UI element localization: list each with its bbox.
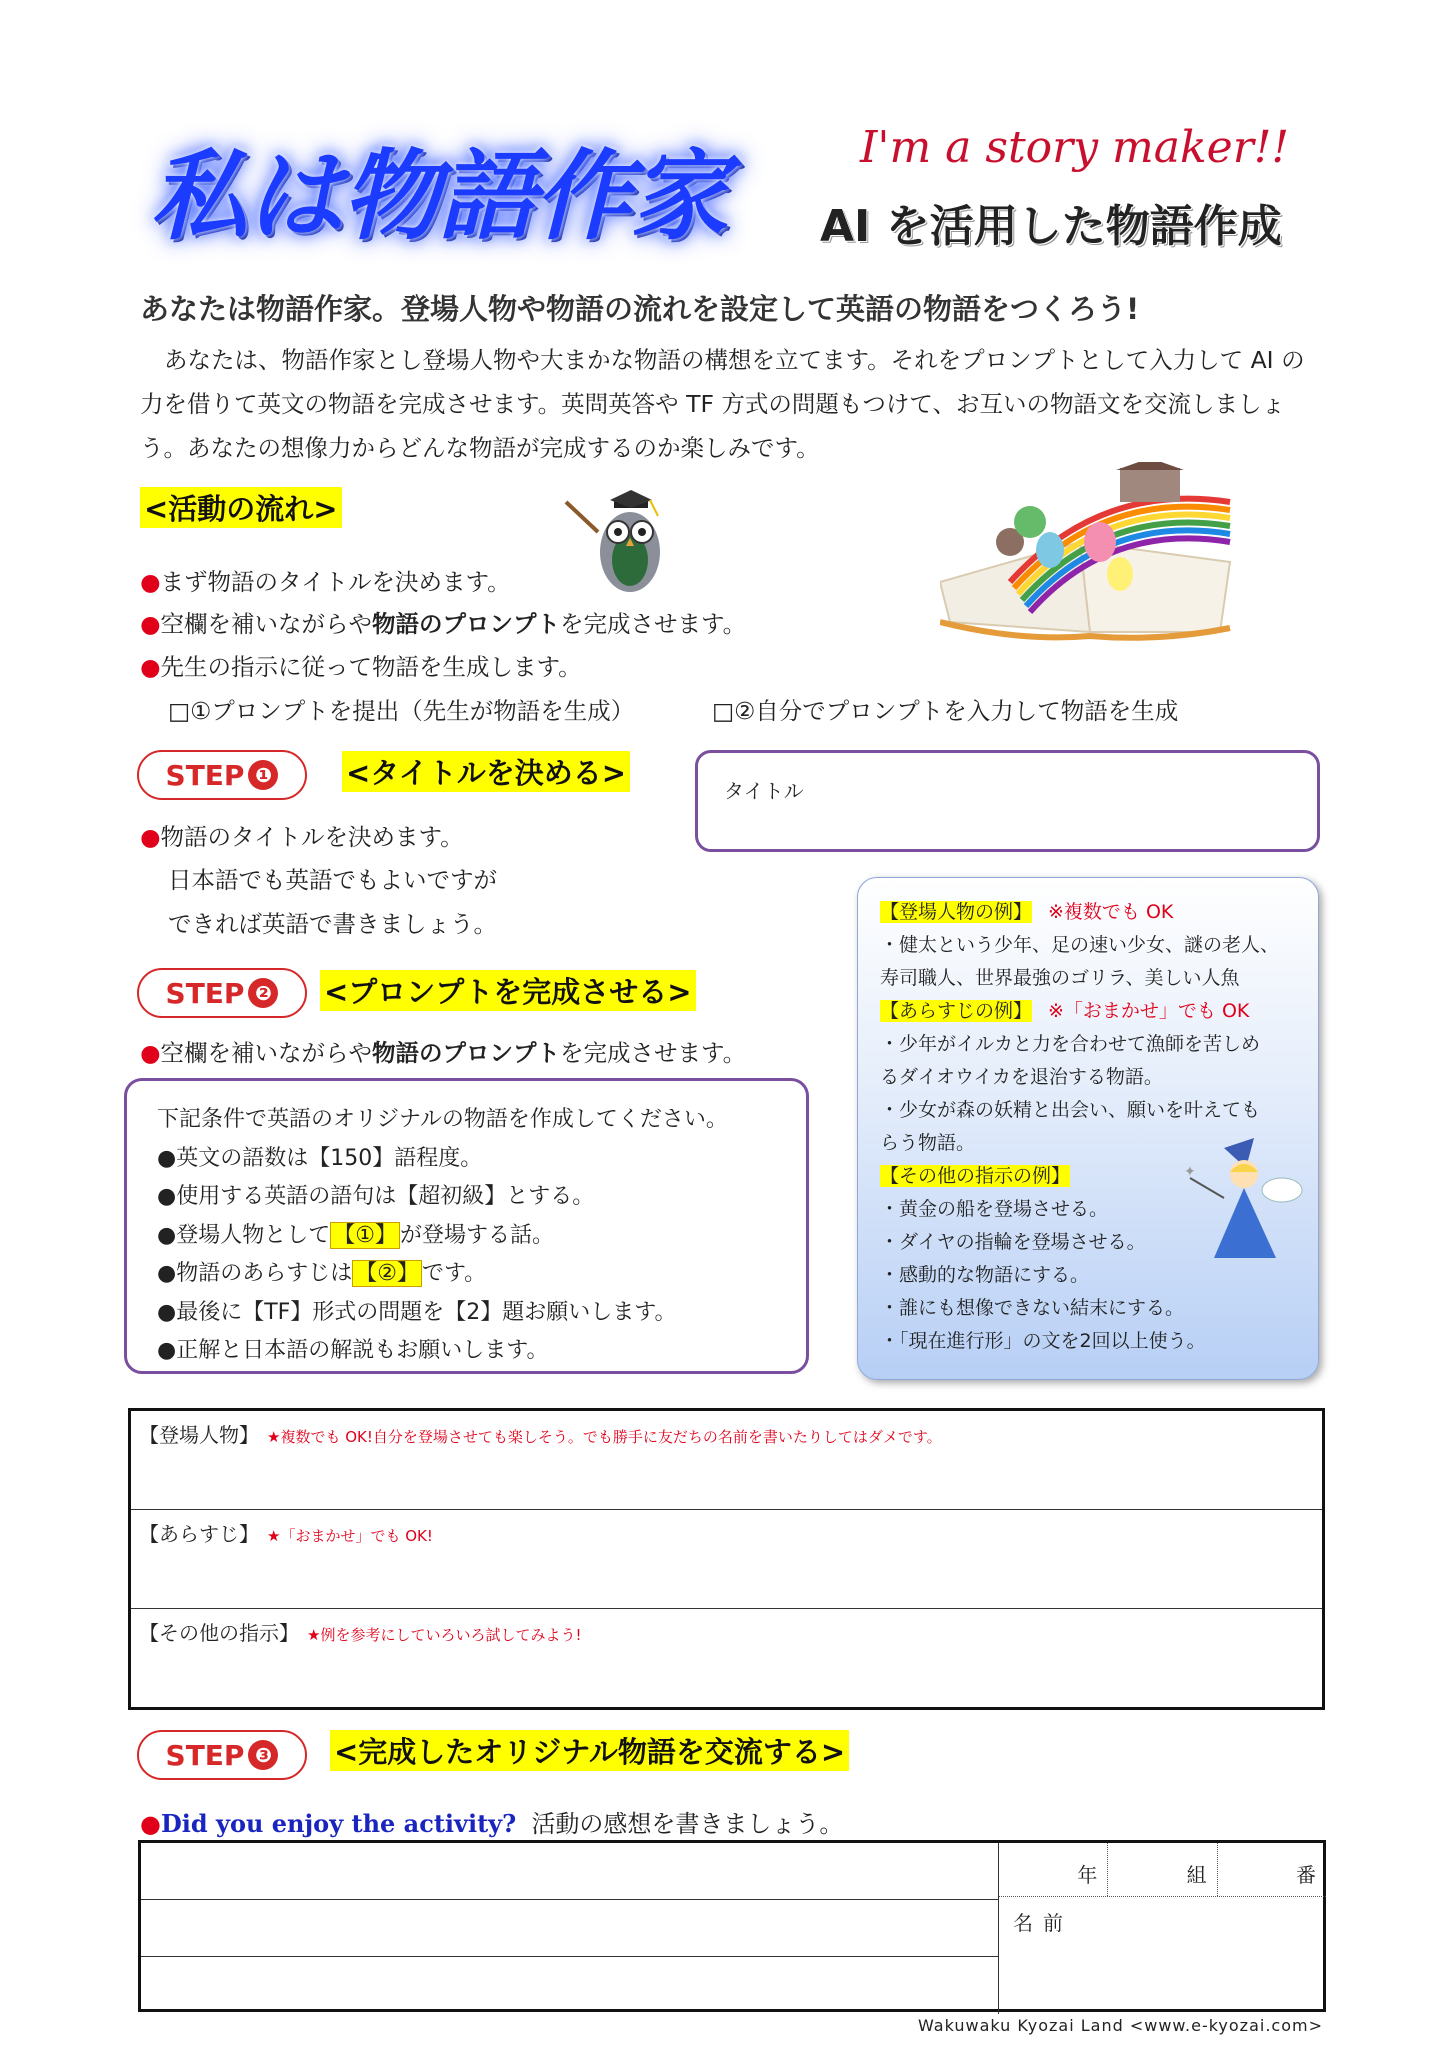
red-bullet-icon: ●: [140, 823, 161, 851]
lead-text: あなたは物語作家。登場人物や物語の流れを設定して英語の物語をつくろう!: [140, 292, 1140, 326]
example-line: ・健太という少年、足の速い少女、謎の老人、: [880, 934, 1280, 956]
plot-example-heading: 【あらすじの例】: [880, 1000, 1033, 1022]
prompt-line: 下記条件で英語のオリジナルの物語を作成してください。: [157, 1107, 728, 1132]
year-field[interactable]: 年: [1077, 1863, 1098, 1887]
flow-heading: <活動の流れ>: [140, 487, 342, 528]
flow-item-2: ●空欄を補いながらや物語のプロンプトを完成させます。: [140, 610, 747, 638]
storybook-illustration: [940, 462, 1240, 642]
number-one-icon: ❶: [248, 760, 278, 790]
footer-credit: Wakuwaku Kyozai Land <www.e-kyozai.com>: [918, 2016, 1323, 2035]
svg-text:✦: ✦: [1184, 1164, 1196, 1180]
example-line: ・感動的な物語にする。: [880, 1264, 1090, 1286]
example-line: ・少年がイルカと力を合わせて漁師を苦しめ: [880, 1033, 1261, 1055]
blank-characters: 【①】: [330, 1222, 400, 1249]
student-info: [999, 1843, 1326, 2009]
entry-row-plot[interactable]: 【あらすじ】 ★「おまかせ」でも OK!: [131, 1510, 1322, 1609]
script-title: I'm a story maker!!: [860, 122, 1290, 173]
example-line: ・誰にも想像できない結末にする。: [880, 1297, 1185, 1319]
chars-example-heading: 【登場人物の例】: [880, 901, 1033, 923]
sub-title: AI を活用した物語作成: [820, 201, 1282, 252]
example-line: るダイオウイカを退治する物語。: [880, 1066, 1163, 1088]
prompt-template-box: [124, 1078, 809, 1374]
blank-plot: 【②】: [352, 1260, 422, 1287]
step2-badge: STEP ❷: [137, 968, 307, 1018]
step1-heading: <タイトルを決める>: [342, 751, 630, 792]
entry-row-other[interactable]: 【その他の指示】 ★例を参考にしていろいろ試してみよう!: [139, 1621, 582, 1645]
other-example-heading: 【その他の指示の例】: [880, 1165, 1071, 1187]
entry-row-characters[interactable]: 【登場人物】 ★複数でも OK!自分を登場させても楽しそう。でも勝手に友だちの名前を書いたりしてはダメです。: [131, 1411, 1322, 1510]
step2-heading: <プロンプトを完成させる>: [320, 970, 696, 1011]
impression-line[interactable]: [141, 1843, 999, 1900]
title-input-box[interactable]: [695, 750, 1320, 852]
number-field[interactable]: 番: [1217, 1843, 1326, 1896]
owl-teacher-illustration: [558, 488, 678, 598]
prompt-entry-table: [128, 1408, 1325, 1710]
main-title: 私は物語作家: [150, 139, 727, 254]
step2-line: ●空欄を補いながらや物語のプロンプトを完成させます。: [140, 1039, 747, 1067]
step3-heading: <完成したオリジナル物語を交流する>: [330, 1730, 849, 1771]
prompt-line: ●英文の語数は【150】語程度。: [157, 1145, 483, 1171]
prompt-line: ●使用する英語の語句は【超初級】とする。: [157, 1184, 595, 1209]
impression-line[interactable]: [141, 1957, 999, 2014]
impression-line[interactable]: [141, 1900, 999, 1957]
enjoy-question: ●Did you enjoy the activity? 活動の感想を書きましょう。: [140, 1809, 844, 1838]
flow-item-1: ●まず物語のタイトルを決めます。: [140, 568, 511, 596]
prompt-line: ●最後に【TF】形式の問題を【2】題お願いします。: [157, 1299, 677, 1325]
option-self-generate[interactable]: □②自分でプロンプトを入力して物語を生成: [712, 697, 1179, 725]
example-line: ・ダイヤの指輪を登場させる。: [880, 1231, 1146, 1253]
prompt-line: ●登場人物として 【①】 が登場する話。: [157, 1222, 554, 1248]
step1-line-3: できれば英語で書きましょう。: [168, 910, 497, 938]
example-line: ・「現在進行形」の文を2回以上使う。: [880, 1330, 1206, 1352]
red-bullet-icon: ●: [140, 610, 161, 638]
option-submit-prompt[interactable]: □①プロンプトを提出（先生が物語を生成）: [168, 697, 635, 725]
prompt-line: ●正解と日本語の解説もお願いします。: [157, 1338, 549, 1363]
class-field[interactable]: 組: [1107, 1843, 1216, 1896]
red-bullet-icon: ●: [140, 1810, 161, 1838]
example-line: ・少女が森の妖精と出会い、願いを叶えても: [880, 1099, 1261, 1121]
fairy-illustration: [1184, 1138, 1304, 1268]
step1-badge: STEP ❶: [137, 750, 307, 800]
step3-badge: STEP ❸: [137, 1730, 307, 1780]
number-three-icon: ❸: [248, 1740, 278, 1770]
example-line: ・黄金の船を登場させる。: [880, 1198, 1109, 1220]
name-field[interactable]: 名前: [1013, 1911, 1073, 1935]
red-bullet-icon: ●: [140, 1039, 161, 1067]
examples-box: 【登場人物の例】 ※複数でも OK ・健太という少年、足の速い少女、謎の老人、 寿司職人、世界最強のゴリラ、美しい人魚 【あらすじの例】 ※「おまかせ」でも OK ・少年がイルカと力を合わせて漁師を苦しめ るダイオウイカを退治する物語。 ・少女が森の妖精と出会い、願いを叶えても らう物語。 【その他の指示の例】 ・黄金の船を登場させる。 ・ダイヤの指輪を登場させる。 ・感動的な物語にする。 ・誰にも想像できない結末にする。 ・「現在進行形」の文を2回以上使う。 ✦: [857, 877, 1319, 1380]
title-box-label: タイトル: [724, 779, 804, 803]
example-line: 寿司職人、世界最強のゴリラ、美しい人魚: [880, 967, 1240, 989]
number-two-icon: ❷: [248, 978, 278, 1008]
flow-item-3: ●先生の指示に従って物語を生成します。: [140, 653, 582, 681]
step1-line-2: 日本語でも英語でもよいですが: [168, 866, 497, 894]
step1-line-1: ●物語のタイトルを決めます。: [140, 823, 464, 851]
example-line: らう物語。: [880, 1132, 976, 1154]
intro-paragraph: あなたは、物語作家とし登場人物や大まかな物語の構想を立てます。それをプロンプトとして入力して AI の力を借りて英文の物語を完成させます。英問英答や TF 方式の問題もつけて、お互いの物語文を交流しましょう。あなたの想像力からどんな物語が完成するのか楽しみです。: [140, 346, 1305, 462]
prompt-line: ●物語のあらすじは 【②】 です。: [157, 1261, 487, 1286]
red-bullet-icon: ●: [140, 568, 161, 596]
red-bullet-icon: ●: [140, 653, 161, 681]
impression-table: [138, 1840, 1326, 2012]
